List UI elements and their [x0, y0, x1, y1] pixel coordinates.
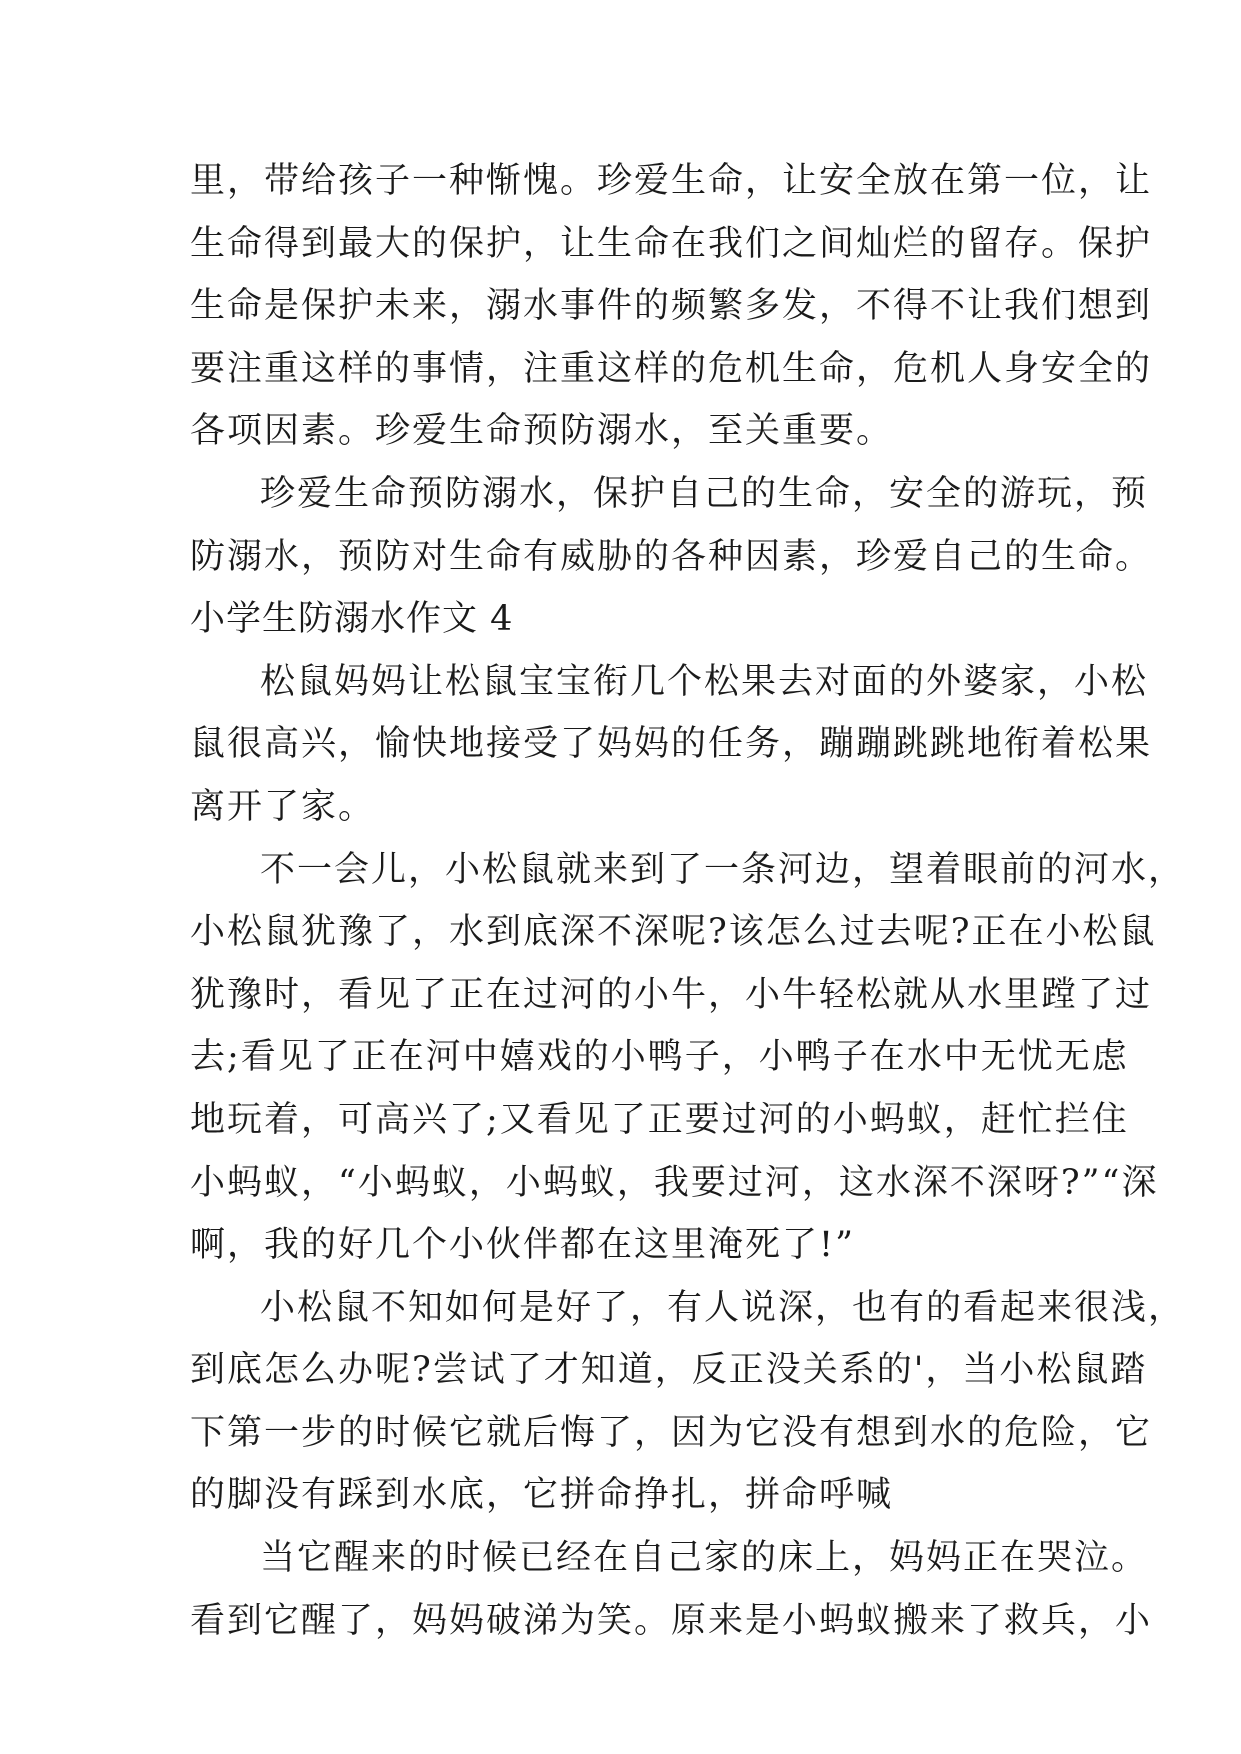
text-line: 生命是保护未来，溺水事件的频繁多发，不得不让我们想到 [190, 286, 1153, 327]
text-line: 到底怎么办呢?尝试了才知道，反正没关系的'，当小松鼠踏 [190, 1350, 1148, 1391]
text-line: 的脚没有踩到水底，它拼命挣扎，拼命呼喊 [190, 1475, 894, 1516]
text-line: 当它醒来的时候已经在自己家的床上，妈妈正在哭泣。 [260, 1538, 1149, 1579]
text-line: 去;看见了正在河中嬉戏的小鸭子，小鸭子在水中无忧无虑 [190, 1037, 1129, 1078]
text-line: 鼠很高兴，愉快地接受了妈妈的任务，蹦蹦跳跳地衔着松果 [190, 724, 1153, 765]
text-line: 珍爱生命预防溺水，保护自己的生命，安全的游玩，预 [260, 473, 1149, 514]
text-line: 生命得到最大的保护，让生命在我们之间灿烂的留存。保护 [190, 223, 1153, 264]
text-line: 里，带给孩子一种惭愧。珍爱生命，让安全放在第一位，让 [190, 161, 1153, 201]
text-line: 小蚂蚁，“小蚂蚁，小蚂蚁，我要过河，这水深不深呀?”“深 [190, 1162, 1159, 1203]
text-line: 防溺水，预防对生命有威胁的各种因素，珍爱自己的生命。 [190, 536, 1153, 577]
text-line: 离开了家。 [190, 786, 376, 827]
text-line: 小松鼠犹豫了，水到底深不深呢?该怎么过去呢?正在小松鼠 [190, 912, 1157, 953]
text-line: 各项因素。珍爱生命预防溺水，至关重要。 [190, 411, 894, 452]
text-line: 啊，我的好几个小伙伴都在这里淹死了!” [190, 1225, 855, 1266]
text-line: 要注重这样的事情，注重这样的危机生命，危机人身安全的 [190, 348, 1153, 389]
text-line: 小松鼠不知如何是好了，有人说深，也有的看起来很浅， [260, 1287, 1186, 1328]
text-line: 不一会儿，小松鼠就来到了一条河边，望着眼前的河水， [260, 849, 1186, 890]
text-line: 地玩着，可高兴了;又看见了正要过河的小蚂蚁，赶忙拦住 [190, 1099, 1129, 1140]
text-line: 松鼠妈妈让松鼠宝宝衔几个松果去对面的外婆家，小松 [260, 661, 1149, 702]
text-line: 下第一步的时候它就后悔了，因为它没有想到水的危险，它 [190, 1412, 1153, 1453]
essay-body [190, 150, 1186, 1652]
text-line: 犹豫时，看见了正在过河的小牛，小牛轻松就从水里蹚了过 [190, 974, 1153, 1015]
text-line: 看到它醒了，妈妈破涕为笑。原来是小蚂蚁搬来了救兵，小 [190, 1600, 1153, 1641]
section-heading: 小学生防溺水作文 4 [190, 599, 514, 640]
